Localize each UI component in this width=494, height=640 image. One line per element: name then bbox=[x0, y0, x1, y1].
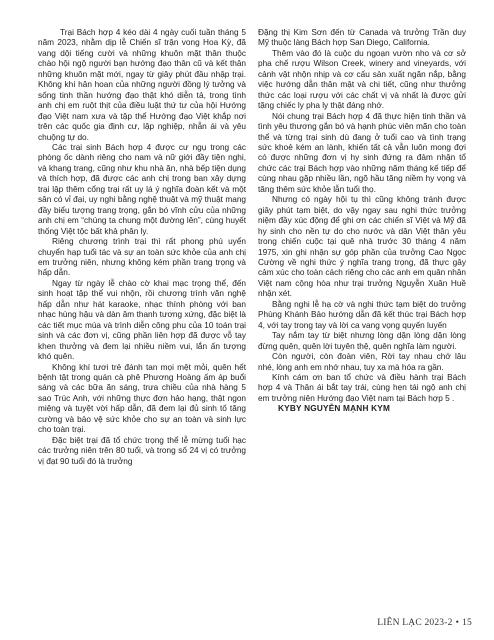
paragraph: Không khí tươi trẻ đánh tan mọi mệt mỏi, quên hết bệnh tật trong quán cà phê Phương Hoàng ấm áp buổi sáng và các bữa ăn sáng, trưa chiều của nhà hàng 5 sao Trúc Anh, với những thực đơn hảo hạng, thật ngon miệng và tuyệt vời hấp dẫn, đã đem lại đủ sinh tố tăng cường và bảo vệ sức khỏe cho sự an toàn và sinh lực cho toàn trại. bbox=[38, 362, 246, 435]
footer-separator: • bbox=[455, 618, 460, 628]
paragraph: Kính cám ơn ban tổ chức và điều hành trại Bách hợp 4 và Thân ái bắt tay trái, cùng hẹn tái ngộ anh chị em trưởng niên Hướng đạo Việt nam tại Bách hợp 5 . bbox=[258, 372, 466, 403]
page-number: 15 bbox=[462, 618, 472, 628]
publication-name: LIÊN LẠC 2023-2 bbox=[377, 618, 453, 628]
article-left-column bbox=[38, 28, 246, 467]
paragraph: Trại Bách hợp 4 kéo dài 4 ngày cuối tuần tháng 5 năm 2023, nhằm dịp lễ Chiến sĩ trận vong Hoa Kỳ, đã vang dội tiếng cười và những khuôn mặt thân thuộc chào hội ngộ người bạn hướng đạo thân cũ và kết thân những khuôn mặt mới, ngay từ giây phút đầu nhập trại. Không khí hân hoan của những người đồng lý tưởng và sống tinh thần hướng đạo thật khó diễn tả, trong tình anh chị em ruột thịt của điều luật thứ tư của hội Hướng đạo Việt nam xưa và tập thể Hướng đạo Việt khắp nơi trên các quốc gia định cư, lập nghiệp, nhẫn ái và yêu chuộng tự do. bbox=[38, 28, 246, 142]
paragraph: Thêm vào đó là cuộc du ngoạn vườn nho và cơ sở pha chế rượu Wilson Creek, winery and vineyards, với cảnh vật nhộn nhịp và cơ cấu sản xuất ngăn nắp, bằng việc hướng dẫn thân mật và chi tiết, cũng như thưởng thức các loại rượu với các chất vị và nhất là được gửi tặng chiếc ly pha ly thật đáng nhớ. bbox=[258, 48, 466, 111]
paragraph: Nhưng có ngày hội tụ thì cũng không tránh được giây phút tạm biệt, do vậy ngay sau nghi thức trưởng niệm đầy xúc động để ghi ơn các chiến sĩ Việt và Mỹ đã hy sinh cho nền tự do cho nước và dân Việt thân yêu trong chiến cuộc tại quê nhà trước 30 tháng 4 năm 1975, xin ghi nhận sự góp phần của trưởng Cao Ngọc Cường về nghi thức ý nghĩa trang trọng, đã thực gây cảm xúc cho toàn cách riêng cho các anh em quân nhân Việt nam cộng hòa như trại trưởng Nguyễn Xuân Huề nhận xét. bbox=[258, 195, 466, 299]
paragraph: Ngay từ ngày lễ chào cờ khai mạc trọng thể, đến sinh hoạt tập thể vui nhộn, rồi chương trình văn nghệ hấp dẫn như hát karaoke, nhạc thính phòng với ban nhạc hùng hậu và dàn âm thanh tương xứng, đặc biệt là các tiết mục múa và trình diễn công phu của 10 toán trại sinh và các đơn vị, cũng phần liên hợp đã được vỗ tay khen thưởng và đem lại nhiều niềm vui, lắn ấn tượng khó quên. bbox=[38, 278, 246, 362]
paragraph: Đặng thị Kim Sơn đến từ Canada và trưởng Trần duy Mỹ thuộc làng Bách hợp San Diego, California. bbox=[258, 28, 466, 48]
paragraph: Nói chung trại Bách hợp 4 đã thực hiện tinh thần và tình yêu thương gắn bó và hạnh phúc viên mãn cho toàn thể và từng trại sinh dù đang ở tuổi cao và tình trạng sức khoẻ kém an lành, khiến tất cả vẫn luôn mong đợi có được những đơn vị hy sinh đứng ra đảm nhận tổ chức các trại Bách hợp vào những năm tháng kế tiếp để cùng nhau gặp nhiều lần, ngõ hầu tăng niềm hy vọng và tăng thêm sức khỏe lẫn tuổi thọ. bbox=[258, 111, 466, 194]
paragraph: Các trại sinh Bách hợp 4 được cư ngụ trong các phòng ốc dành riêng cho nam và nữ giới đầy tiện nghi, và khang trang, cũng như khu nhà ăn, nhà bếp tiện dụng và thích hợp, đã được các anh chị trong ban xây dựng trại lập thêm cổng trại rất uy lá ý nghĩa đoàn kết và một sân có vỉ đại, uy nghi bằng nghệ thuật và mỹ thuật mang đầy biểu tượng trang trọng, gắn bó vĩnh cửu của những anh chị em “chúng ta chung một đường lên”, cùng huyết thống Việt tộc bất khả phân ly. bbox=[38, 142, 246, 236]
paragraph: Đặc biệt trại đã tổ chức trọng thể lễ mừng tuổi hạc các trưởng niên trên 80 tuổi, và trong số 24 vị có trưởng vị đạt 90 tuổi đó là trưởng bbox=[38, 435, 246, 466]
paragraph: Tay nắm tay từ biệt nhưng lòng dặn lòng dặn lòng đừng quên, quên lời tuyên thệ, quên nghĩa làm người. bbox=[258, 331, 466, 351]
paragraph: Riêng chương trình trại thì rất phong phú uyển chuyển hạp tuổi tác và sự an toàn sức khỏe của anh chị em trưởng niên, nhưng không kém phần trang trọng và hấp dẫn. bbox=[38, 237, 246, 278]
author-signature: KYBY NGUYỄN MẠNH KYM bbox=[278, 404, 391, 414]
page-footer bbox=[377, 618, 472, 628]
paragraph: Bằng nghi lễ hạ cờ và nghi thức tạm biệt do trưởng Phùng Khánh Bảo hướng dẫn đã kết thúc trại Bách hợp 4, với tay trong tay và lời ca vang vọng quyến luyến bbox=[258, 299, 466, 330]
article-right-column bbox=[258, 28, 466, 415]
paragraph: Còn người, còn đoàn viên, Rời tay nhau chớ lâu nhé, lòng anh em nhớ nhau, tuy xa mà hóa ra gần. bbox=[258, 352, 466, 372]
